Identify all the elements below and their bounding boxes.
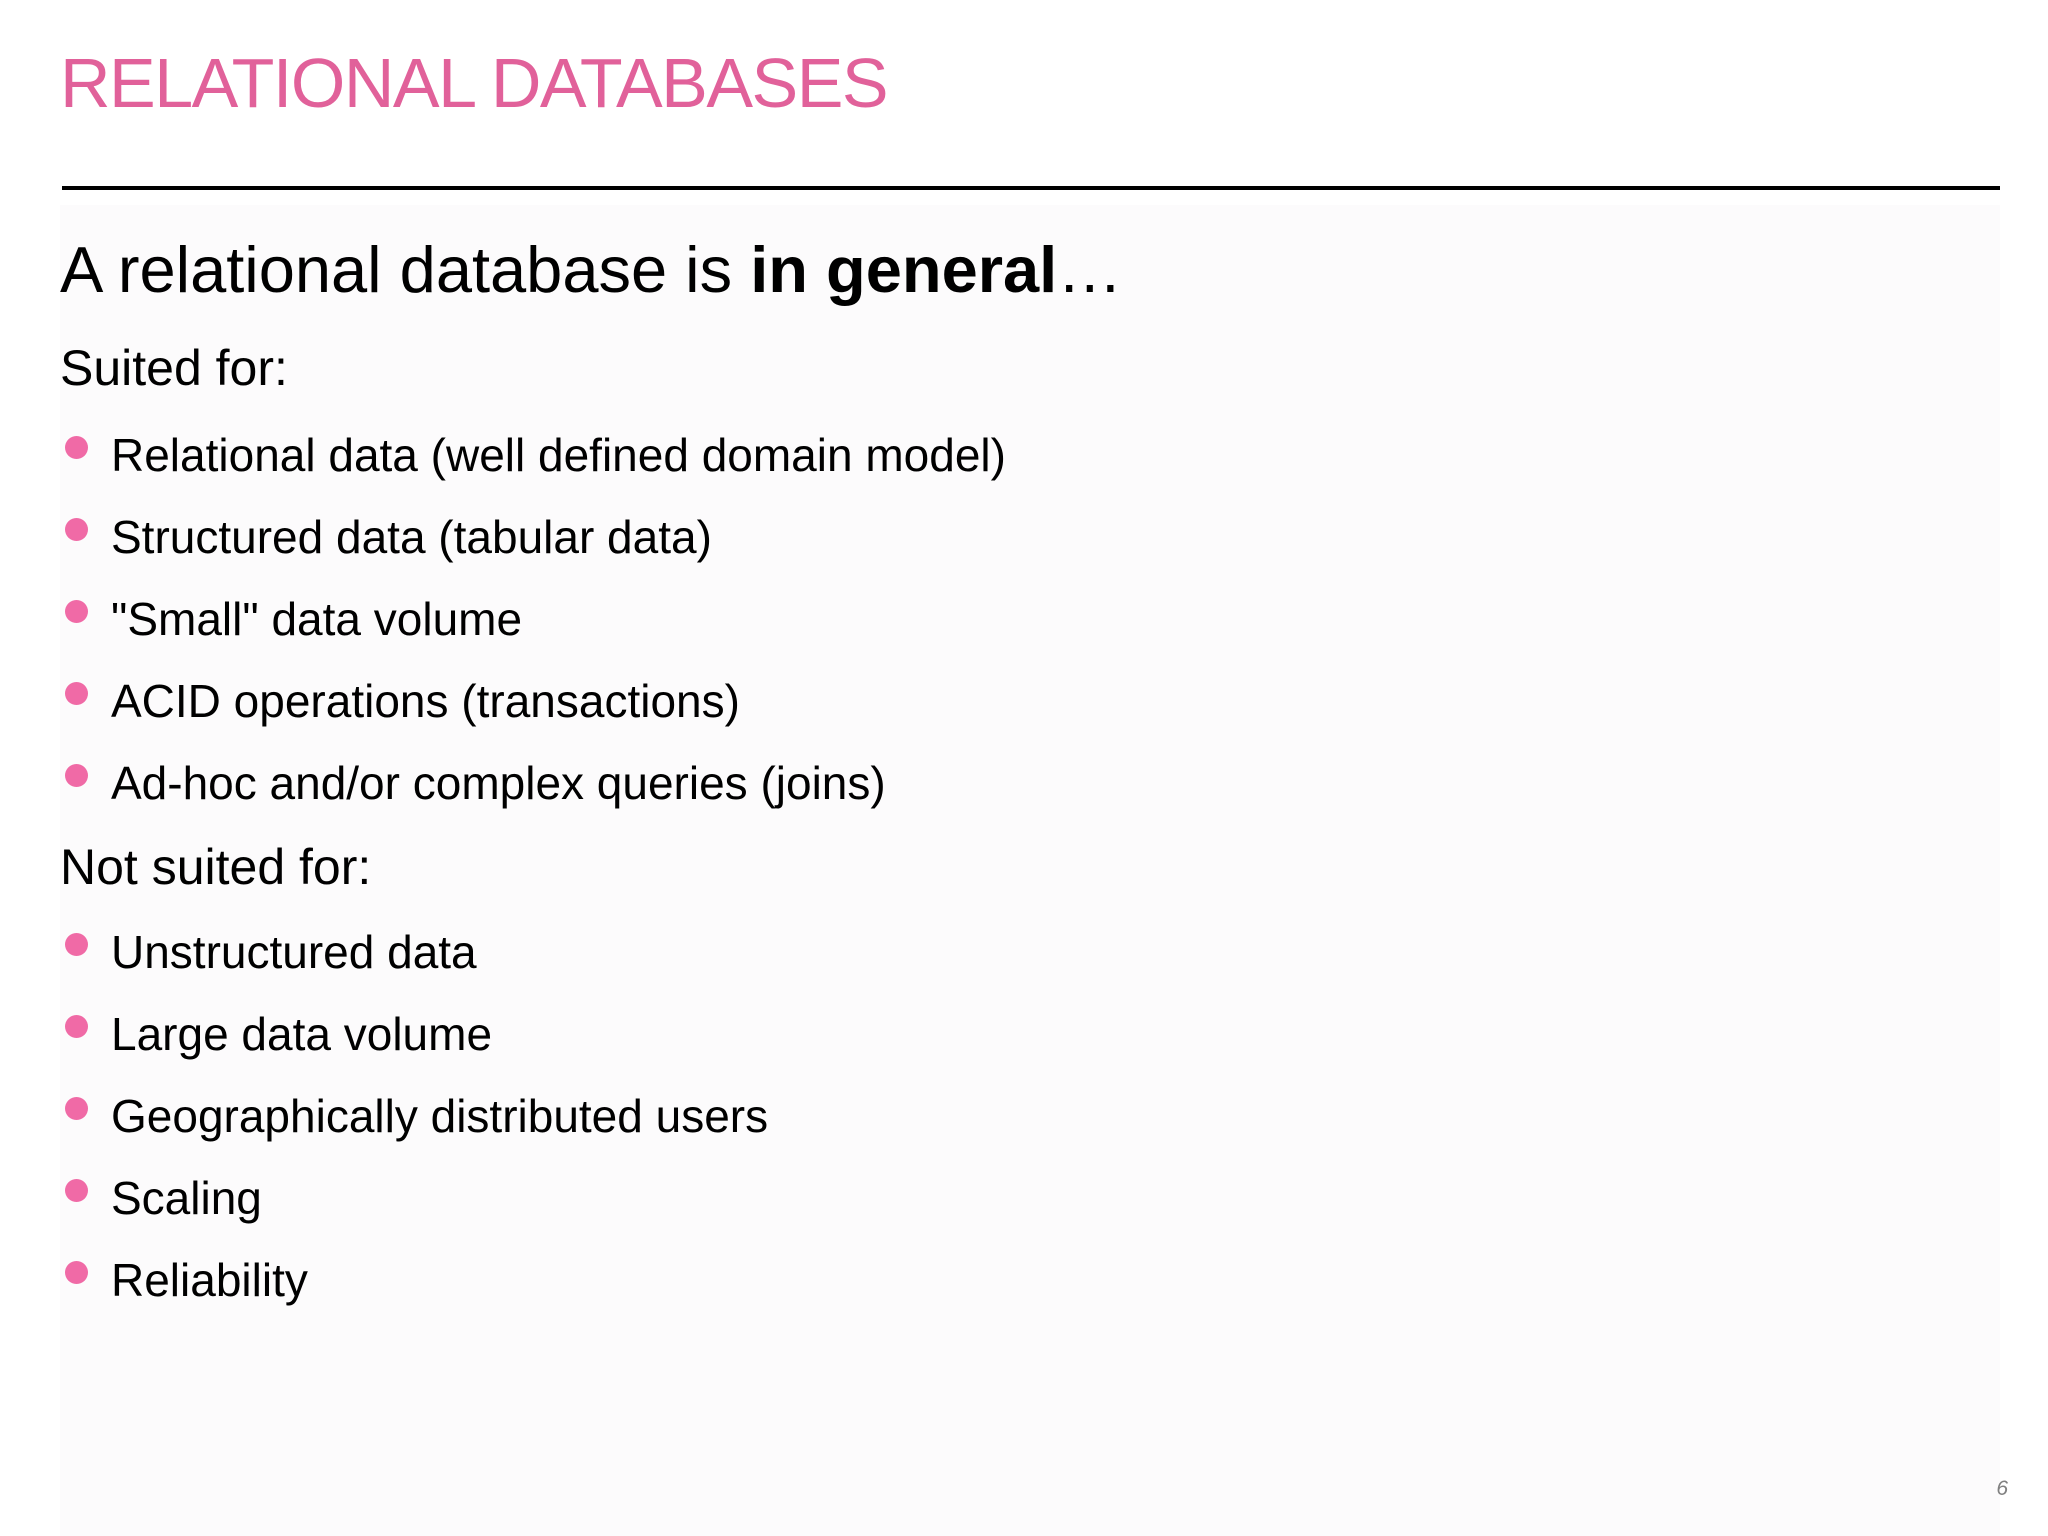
bullet-text: ACID operations (transactions) bbox=[111, 675, 740, 727]
suited-list bbox=[60, 424, 1006, 834]
not-suited-list bbox=[60, 921, 768, 1331]
not-suited-item-reliability bbox=[60, 1249, 768, 1331]
bullet-dot-icon bbox=[65, 436, 88, 459]
bullet-text: Unstructured data bbox=[111, 926, 477, 978]
bullet-dot-icon bbox=[65, 518, 88, 541]
heading-suffix: … bbox=[1057, 233, 1123, 306]
bullet-text: Scaling bbox=[111, 1172, 262, 1224]
bullet-text: "Small" data volume bbox=[111, 593, 523, 645]
not-suited-item-unstructured-data bbox=[60, 921, 768, 1003]
bullet-text: Geographically distributed users bbox=[111, 1090, 769, 1142]
bullet-dot-icon bbox=[65, 933, 88, 956]
bullet-text: Reliability bbox=[111, 1254, 308, 1306]
bullet-text: Ad-hoc and/or complex queries (joins) bbox=[111, 757, 886, 809]
suited-label: Suited for: bbox=[60, 340, 288, 396]
not-suited-item-distributed-users bbox=[60, 1085, 768, 1167]
bullet-dot-icon bbox=[65, 600, 88, 623]
suited-item-complex-queries bbox=[60, 752, 1006, 834]
bullet-text: Large data volume bbox=[111, 1008, 493, 1060]
not-suited-label: Not suited for: bbox=[60, 839, 372, 895]
bullet-dot-icon bbox=[65, 682, 88, 705]
heading-emphasis: in general bbox=[750, 233, 1058, 306]
slide-title: RELATIONAL DATABASES bbox=[60, 44, 888, 122]
slide-heading bbox=[60, 228, 1122, 312]
suited-item-acid-operations bbox=[60, 670, 1006, 752]
suited-item-relational-data bbox=[60, 424, 1006, 506]
not-suited-item-large-volume bbox=[60, 1003, 768, 1085]
bullet-dot-icon bbox=[65, 1015, 88, 1038]
bullet-text: Relational data (well defined domain model) bbox=[111, 429, 1006, 481]
suited-item-small-volume bbox=[60, 588, 1006, 670]
not-suited-item-scaling bbox=[60, 1167, 768, 1249]
bullet-dot-icon bbox=[65, 1179, 88, 1202]
title-divider bbox=[62, 186, 2000, 190]
bullet-text: Structured data (tabular data) bbox=[111, 511, 712, 563]
bullet-dot-icon bbox=[65, 1261, 88, 1284]
bullet-dot-icon bbox=[65, 1097, 88, 1120]
heading-prefix: A relational database is bbox=[60, 233, 751, 306]
bullet-dot-icon bbox=[65, 764, 88, 787]
page-number: 6 bbox=[1996, 1477, 2008, 1500]
suited-item-structured-data bbox=[60, 506, 1006, 588]
